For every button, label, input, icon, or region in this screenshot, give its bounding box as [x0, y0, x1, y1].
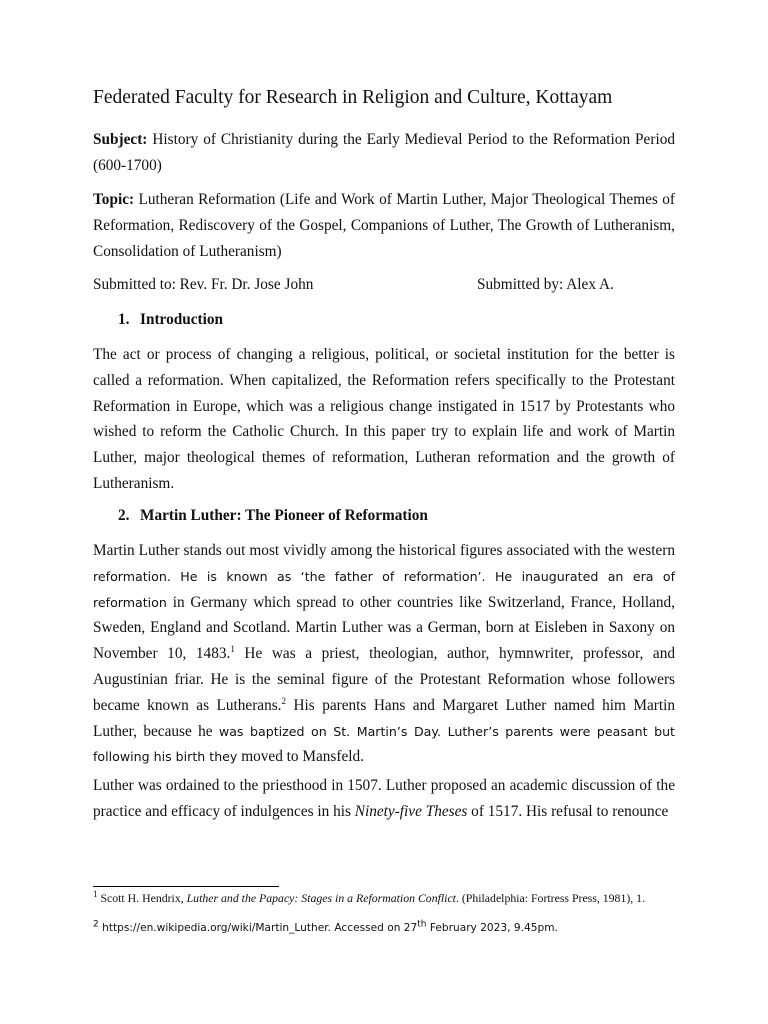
p1-text-d: He was a priest, theologian, author, hymnwriter, professor, and Augustinian friar. He is the seminal figure of the Protestant Reformation whose followers became known as Lutherans. — [93, 645, 675, 714]
topic-label: Topic: — [93, 191, 135, 208]
subject-label: Subject: — [93, 131, 148, 148]
luther-paragraph-2 — [93, 773, 675, 825]
footnote-ref-1[interactable]: 1 — [230, 644, 235, 655]
p1-text-c: in Germany which spread to other countries like Switzerland, France, Holland, Sweden, England and Scotland. Martin Luther was a German, born at Eisleben in Saxony on November 10, 1483. — [93, 593, 675, 663]
section-2-title: Martin Luther: The Pioneer of Reformation — [140, 507, 428, 524]
p1-text-e: His parents Hans and Margaret Luther named him Martin Luther, because he — [93, 696, 675, 740]
section-2-number: 2. — [118, 507, 130, 524]
p1-text-g: moved to Mansfeld. — [237, 748, 364, 766]
footnote-1-italic: Luther and the Papacy: Stages in a Reformation Conflict — [186, 891, 456, 905]
p2-text-a: Luther was ordained to the priesthood in 1507. Luther proposed an academic discussion of the practice and efficacy of indulgences in his — [93, 777, 675, 820]
footnote-2-sup: th — [417, 919, 427, 930]
footnote-1-marker: 1 — [93, 889, 98, 900]
submitted-by: Submitted by: Alex A. — [477, 276, 614, 293]
document-title: Federated Faculty for Research in Religion and Culture, Kottayam — [93, 87, 613, 108]
footnote-2-text-b: February 2023, 9.45pm. — [426, 922, 558, 934]
footnote-separator — [93, 886, 279, 887]
footnote-1 — [93, 891, 675, 906]
luther-paragraph-1 — [93, 538, 675, 770]
p1-text-f: was baptized on St. Martin’s Day. Luther’s parents were peasant but following his birth they — [93, 723, 675, 765]
subject-paragraph — [93, 127, 675, 179]
introduction-paragraph: The act or process of changing a religious, political, or societal institution for the better is called a reformation. When capitalized, the Reformation refers specifically to the Protestant Reformation in Europe, which was a religious change instigated in 1517 by Protestants who wished to reform the Catholic Church. In this paper try to explain life and work of Martin Luther, major theological themes of reformation, Lutheran reformation and the growth of Lutheranism. — [93, 346, 675, 492]
section-1-heading — [118, 311, 223, 329]
p1-text-b: reformation. He is known as ‘the father of reformation’. He inaugurated an era of reformation — [93, 568, 675, 610]
section-1-number: 1. — [118, 311, 130, 328]
section-1-title: Introduction — [140, 311, 224, 328]
footnote-2-marker: 2 — [93, 919, 99, 930]
footnote-ref-2[interactable]: 2 — [281, 695, 287, 706]
section-2-heading — [118, 507, 428, 525]
submission-row — [93, 275, 675, 295]
submitted-to: Submitted to: Rev. Fr. Dr. Jose John — [93, 276, 314, 293]
topic-paragraph — [93, 187, 675, 264]
footnote-1-text-a: Scott H. Hendrix, — [97, 891, 187, 905]
topic-text: Lutheran Reformation (Life and Work of Martin Luther, Major Theological Themes of Reformation, Rediscovery of the Gospel, Companions of Luther, The Growth of Lutheranism, Consolidation of Lutheranism) — [93, 191, 675, 260]
p2-italic-title: Ninety-five Theses — [354, 802, 468, 820]
p1-text-a: Martin Luther stands out most vividly among the historical figures associated with the western — [93, 542, 675, 559]
footnote-1-text-b: . (Philadelphia: Fortress Press, 1981), 1. — [455, 891, 646, 905]
footnote-2 — [93, 921, 675, 936]
footnote-2-link[interactable]: https://en.wikipedia.org/wiki/Martin_Luther. Accessed on 27 — [98, 922, 418, 934]
subject-text: History of Christianity during the Early Medieval Period to the Reformation Period (600-1700) — [93, 131, 675, 174]
p2-text-b: of 1517. His refusal to renounce — [467, 802, 669, 820]
